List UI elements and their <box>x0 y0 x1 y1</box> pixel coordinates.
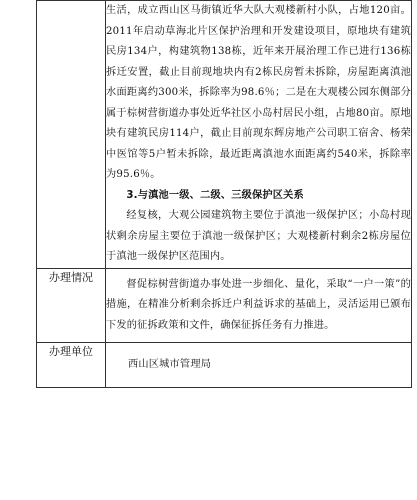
status-content <box>106 268 412 343</box>
detail-paragraph: 生活，成立西山区马街镇近华大队大观楼新村小队，占地120亩。2011年启动草海北片区保护治理和开发建设项目，原地块有建筑民房134户，构建筑物138栋，近年来开展治理工作已进行136栋拆迁安置，截止目前现地块内有2栋民房暂未拆除，房屋距离滇池水面距离约300米，拆除率为98.6％；二是在大观楼公园东侧部分属于棕树营街道办事处近华社区小岛村居民小组，占地80亩。原地块有建筑民房114户，截止目前现东辉房地产公司职工宿舍、杨荣中医馆等5户暂未拆除，最近距离滇池水面距离约540米，拆除率为95.6％。 <box>106 5 411 180</box>
unit-content: 西山区城市管理局 <box>106 343 412 388</box>
status-label: 办理情况 <box>37 268 106 343</box>
section-paragraph: 经复核，大观公园建筑物主要位于滇池一级保护区；小岛村现状剩余房屋主要位于滇池一级保护区；大观楼新村剩余2栋房屋位于滇池一级保护区范围内。 <box>106 210 411 262</box>
case-table <box>36 0 412 388</box>
status-row <box>37 268 412 343</box>
unit-row <box>37 343 412 388</box>
status-text: 督促棕树营街道办事处进一步细化、量化，采取“一户一策”的措施，在精准分析剩余拆迁户利益诉求的基础上，灵活运用已颁布下发的征拆政策和文件，确保征拆任务有力推进。 <box>106 278 411 331</box>
section-heading: 3.与滇池一级、二级、三级保护区关系 <box>126 189 304 201</box>
detail-content-cell <box>106 1 412 269</box>
unit-label: 办理单位 <box>37 343 106 388</box>
detail-label-cell <box>37 1 106 269</box>
detail-row <box>37 1 412 269</box>
